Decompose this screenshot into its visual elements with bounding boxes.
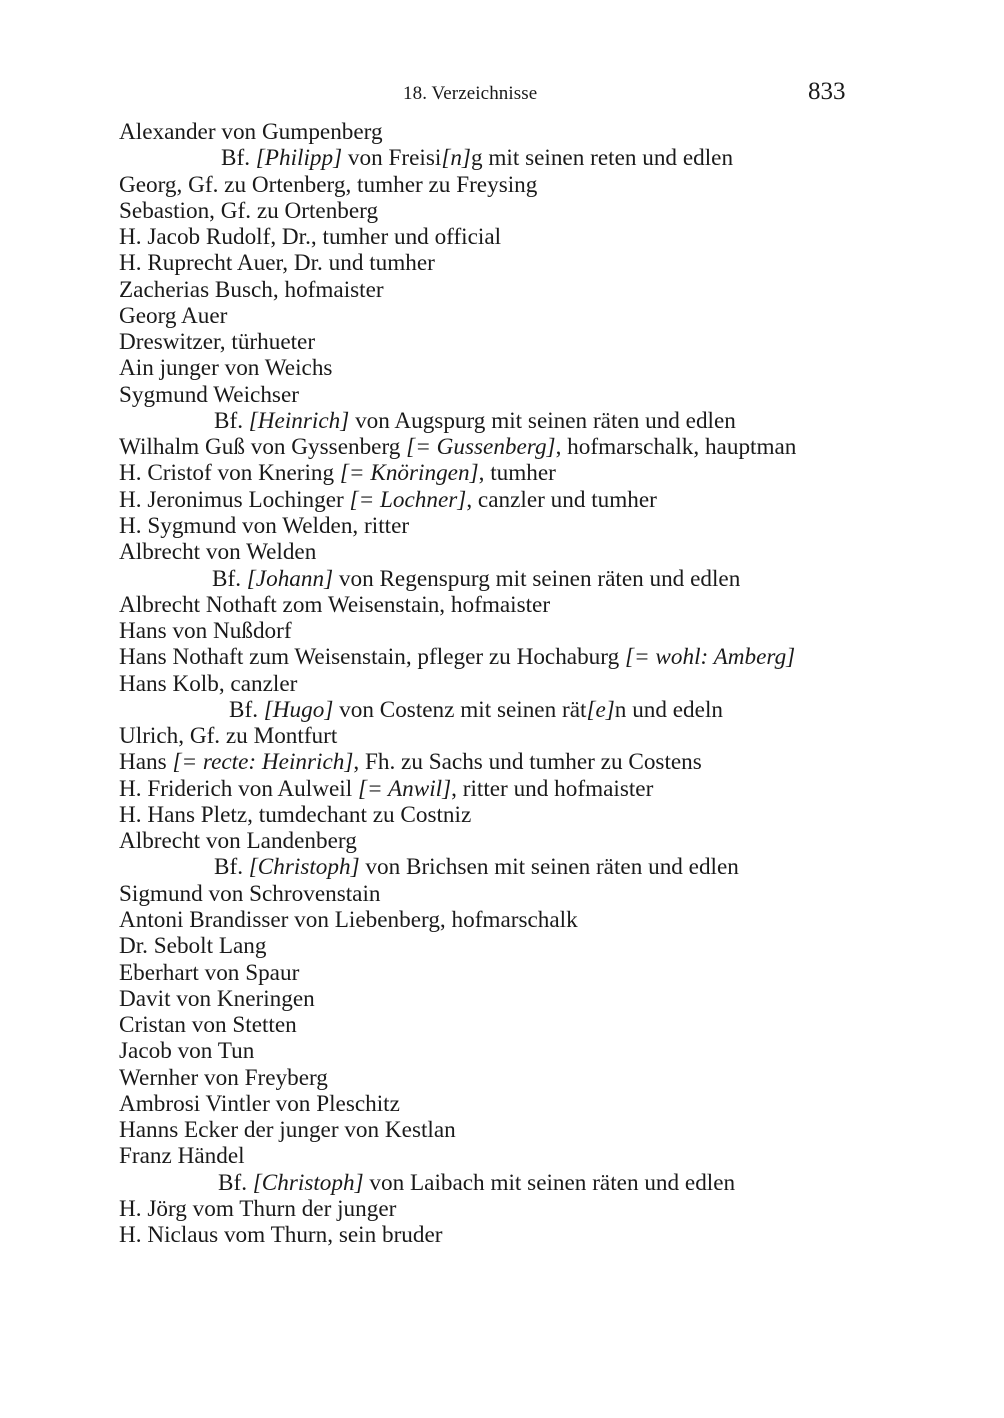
list-item: H. Ruprecht Auer, Dr. und tumher bbox=[119, 250, 435, 277]
list-item: H. Sygmund von Welden, ritter bbox=[119, 512, 410, 539]
list-item: Hans Nothaft zum Weisenstain, pfleger zu Hochaburg [= wohl: Amberg] bbox=[119, 644, 796, 671]
list-item: H. Niclaus vom Thurn, sein bruder bbox=[119, 1222, 443, 1249]
list-item: Sygmund Weichser bbox=[119, 381, 299, 408]
list-item: Albrecht von Landenberg bbox=[119, 828, 357, 855]
list-item: Sebastion, Gf. zu Ortenberg bbox=[119, 197, 379, 224]
list-item: Ain junger von Weichs bbox=[119, 355, 333, 382]
entry-list bbox=[119, 119, 859, 1248]
list-item: Georg Auer bbox=[119, 302, 228, 329]
bishop-heading: Bf. [Johann] von Regenspurg mit seinen räten und edlen bbox=[212, 565, 741, 592]
list-item: H. Friderich von Aulweil [= Anwil], ritter und hofmaister bbox=[119, 775, 654, 802]
running-header bbox=[0, 78, 1004, 108]
list-item: Ambrosi Vintler von Pleschitz bbox=[119, 1090, 400, 1117]
list-item: Albrecht Nothaft zom Weisenstain, hofmaister bbox=[119, 591, 551, 618]
list-item: Jacob von Tun bbox=[119, 1038, 255, 1065]
list-item: Hans von Nußdorf bbox=[119, 618, 292, 645]
list-item: Alexander von Gumpenberg bbox=[119, 119, 383, 145]
list-item: Dr. Sebolt Lang bbox=[119, 933, 267, 960]
bishop-heading: Bf. [Christoph] von Laibach mit seinen räten und edlen bbox=[218, 1169, 736, 1196]
list-item: Sigmund von Schrovenstain bbox=[119, 880, 381, 907]
list-item: Eberhart von Spaur bbox=[119, 959, 300, 986]
list-item: Dreswitzer, türhueter bbox=[119, 329, 316, 356]
bishop-heading: Bf. [Heinrich] von Augspurg mit seinen räten und edlen bbox=[214, 407, 736, 434]
section-title: 18. Verzeichnisse bbox=[403, 83, 538, 104]
list-item: Hans Kolb, canzler bbox=[119, 670, 298, 697]
list-item: Georg, Gf. zu Ortenberg, tumher zu Freysing bbox=[119, 171, 538, 198]
list-item: Wernher von Freyberg bbox=[119, 1064, 328, 1091]
list-item: Antoni Brandisser von Liebenberg, hofmarschalk bbox=[119, 906, 578, 933]
bishop-heading: Bf. [Philipp] von Freisi[n]g mit seinen reten und edlen bbox=[221, 145, 734, 172]
list-item: Davit von Kneringen bbox=[119, 985, 315, 1012]
list-item: Wilhalm Guß von Gyssenberg [= Gussenberg], hofmarschalk, hauptman bbox=[119, 434, 797, 461]
list-item: Franz Händel bbox=[119, 1143, 245, 1170]
list-item: H. Hans Pletz, tumdechant zu Costniz bbox=[119, 801, 472, 828]
bishop-heading: Bf. [Hugo] von Costenz mit seinen rät[e]n und edeln bbox=[229, 696, 723, 723]
list-item: H. Cristof von Knering [= Knöringen], tumher bbox=[119, 460, 556, 487]
bishop-heading: Bf. [Christoph] von Brichsen mit seinen räten und edlen bbox=[214, 854, 739, 881]
list-item: H. Jacob Rudolf, Dr., tumher und official bbox=[119, 224, 502, 251]
page-number: 833 bbox=[808, 78, 846, 105]
list-item: Hans [= recte: Heinrich], Fh. zu Sachs und tumher zu Costens bbox=[119, 749, 702, 776]
list-item: Ulrich, Gf. zu Montfurt bbox=[119, 723, 338, 750]
list-item: Cristan von Stetten bbox=[119, 1012, 297, 1039]
list-item: Hanns Ecker der junger von Kestlan bbox=[119, 1117, 456, 1144]
list-item: Albrecht von Welden bbox=[119, 539, 317, 566]
list-item: Zacherias Busch, hofmaister bbox=[119, 276, 384, 303]
list-item: H. Jörg vom Thurn der junger bbox=[119, 1195, 397, 1222]
list-item: H. Jeronimus Lochinger [= Lochner], canzler und tumher bbox=[119, 486, 657, 513]
